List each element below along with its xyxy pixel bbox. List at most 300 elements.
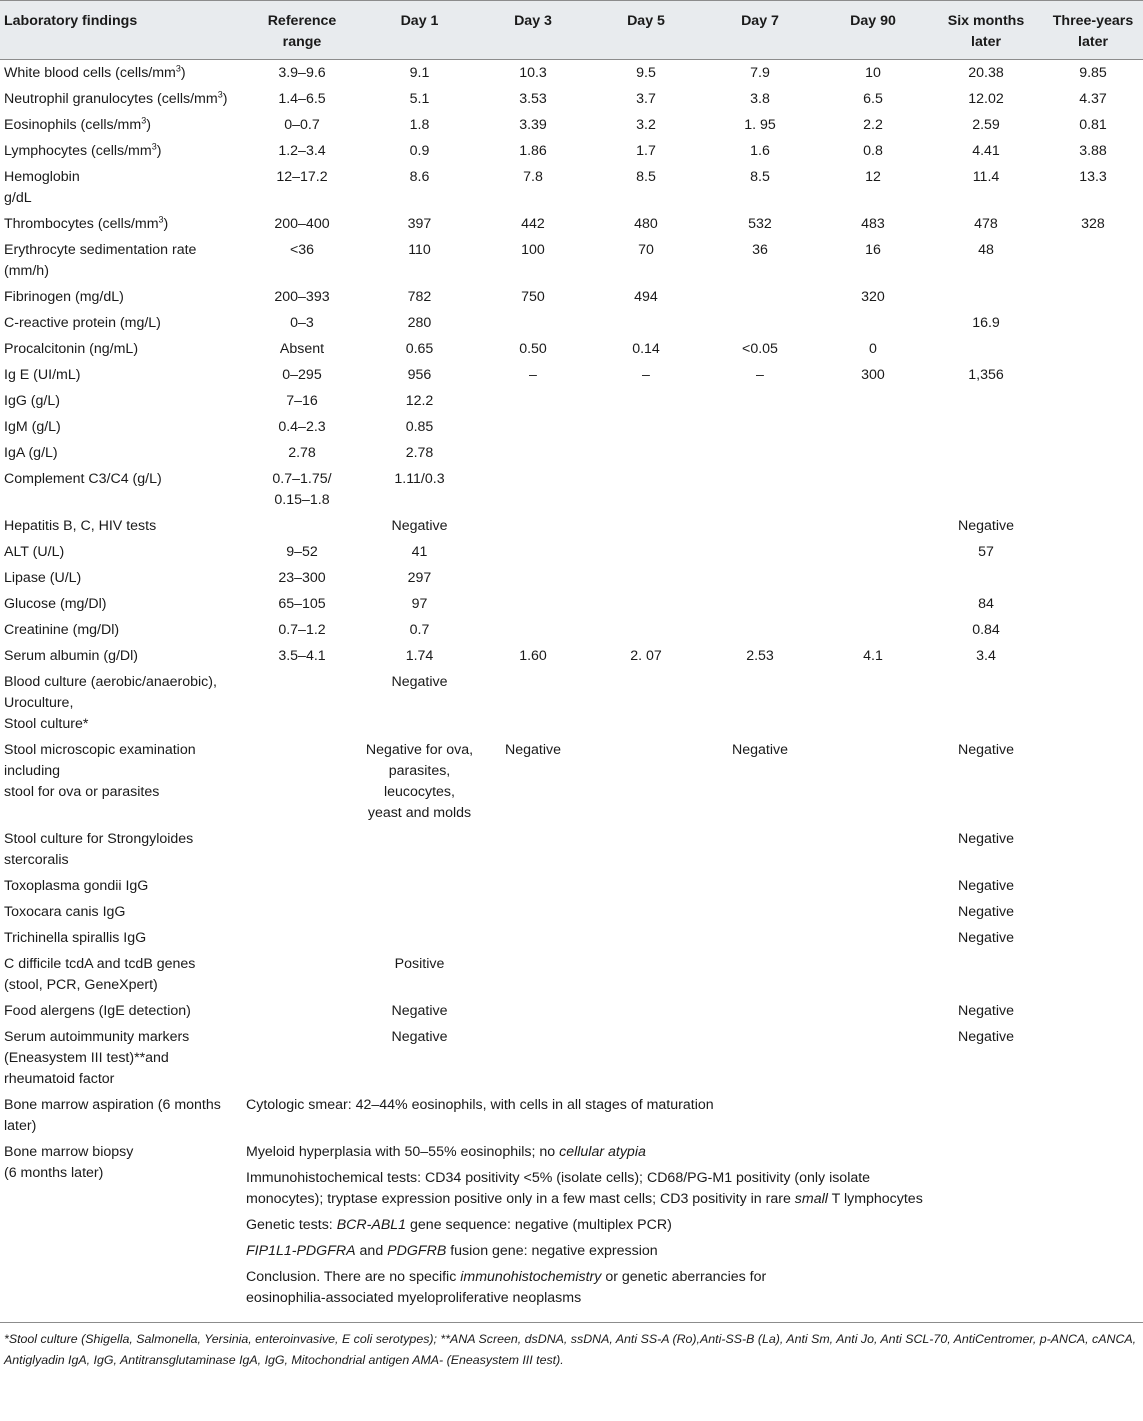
table-footnote: *Stool culture (Shigella, Salmonella, Yersinia, enteroinvasive, E coli serotypes); **ANA Screen, dsDNA, ssDNA, Anti SS-A (Ro),Anti-SS-B (La), Anti Sm, Anti Jo, Anti SCL-70, AntiCentromer, p-ANCA, cANCA, Antiglyadin IgA, IgG, Antitransglutaminase IgA, IgG, Mitochondrial antigen AMA- (Eneasystem III test). (4, 1332, 1137, 1367)
cell-day-5: 2. 07 (630, 648, 662, 664)
cell-reference-range: 12–17.2 (276, 169, 328, 185)
cell-reference-range (242, 669, 362, 737)
cell-day-90 (817, 388, 929, 414)
cell-six-months (929, 565, 1043, 591)
cell-day-1: 5.1 (409, 91, 430, 107)
cell-day-3 (477, 591, 589, 617)
row-label: Stool microscopic examination including stool for ova or parasites (4, 742, 196, 800)
row-label: Eosinophils $(cells/mm^3)$ (4, 115, 151, 133)
cell-day-1: 12.2 (405, 393, 434, 409)
cell-six-months (929, 440, 1043, 466)
cell-day-3: 3.39 (519, 117, 547, 133)
cell-three-years (1043, 737, 1143, 826)
cell-six-months: 1,356 (968, 367, 1004, 383)
table-row (0, 440, 1143, 466)
cell-day-5 (589, 998, 703, 1024)
row-label: Serum albumin (g/Dl) (4, 648, 139, 664)
cell-day-3 (477, 998, 589, 1024)
cell-day-3 (477, 414, 589, 440)
table-row (0, 998, 1143, 1024)
cell-day-90: 0.8 (863, 143, 883, 159)
cell-three-years (1043, 440, 1143, 466)
cell-reference-range: 65–105 (278, 596, 326, 612)
header-day-3: Day 3 (514, 13, 552, 29)
cell-day-5: 9.5 (636, 65, 656, 81)
cell-six-months (929, 669, 1043, 737)
cell-day-1: 0.9 (409, 143, 430, 159)
cell-day-3 (477, 669, 589, 737)
cell-day-90 (817, 998, 929, 1024)
cell-six-months (929, 466, 1043, 513)
cell-day-7 (703, 873, 817, 899)
table-row (0, 826, 1143, 873)
cell-six-months: Negative (958, 831, 1014, 847)
cell-day-7: 7.9 (750, 65, 770, 81)
cell-day-5 (589, 826, 703, 873)
cell-six-months: 0.84 (972, 622, 1000, 638)
cell-day-5: 1.7 (636, 143, 656, 159)
cell-day-1: 297 (407, 570, 432, 586)
cell-day-1: 0.85 (405, 419, 434, 435)
cell-six-months: 84 (978, 596, 994, 612)
table-row (0, 466, 1143, 513)
cell-day-90 (817, 466, 929, 513)
cell-day-3 (477, 951, 589, 998)
table-row (0, 388, 1143, 414)
row-label: Glucose (mg/Dl) (4, 596, 107, 612)
cell-day-3: 750 (521, 289, 545, 305)
cell-day-3 (477, 873, 589, 899)
table-row (0, 899, 1143, 925)
cell-reference-range: 0–3 (290, 315, 314, 331)
row-label: Serum autoimmunity markers (Eneasystem III test)**and rheumatoid factor (4, 1029, 190, 1087)
row-label: Lymphocytes $(cells/mm^3)$ (4, 141, 162, 159)
cell-day-90: 6.5 (863, 91, 883, 107)
table-row (0, 60, 1143, 87)
cell-day-3 (477, 440, 589, 466)
cell-reference-range: 200–400 (274, 216, 330, 232)
cell-day-5: 494 (634, 289, 658, 305)
cell-day-7: 8.5 (750, 169, 770, 185)
row-label: IgG (g/L) (4, 393, 60, 409)
cell-day-5 (589, 591, 703, 617)
cell-day-7 (703, 310, 817, 336)
cell-day-5 (589, 873, 703, 899)
cell-three-years (1043, 951, 1143, 998)
cell-day-3 (477, 310, 589, 336)
cell-six-months: 2.59 (972, 117, 1000, 133)
cell-day-7: <0.05 (742, 341, 778, 357)
cell-six-months (929, 414, 1043, 440)
cell-day-3: 442 (521, 216, 545, 232)
cell-six-months: 16.9 (972, 315, 1000, 331)
cell-three-years (1043, 591, 1143, 617)
cell-three-years (1043, 336, 1143, 362)
table-row (0, 164, 1143, 211)
cell-day-7 (703, 826, 817, 873)
cell-day-5 (589, 899, 703, 925)
table-row (0, 513, 1143, 539)
cell-day-5 (589, 669, 703, 737)
cell-six-months: Negative (958, 930, 1014, 946)
cell-day-90 (817, 737, 929, 826)
cell-day-90 (817, 513, 929, 539)
cell-three-years (1043, 643, 1143, 669)
table-row (0, 284, 1143, 310)
cell-reference-range: 0–295 (282, 367, 322, 383)
row-label: Stool culture for Strongyloides stercoralis (4, 831, 194, 868)
cell-day-90 (817, 591, 929, 617)
cell-three-years (1043, 284, 1143, 310)
row-label: Toxocara canis IgG (4, 904, 126, 920)
cell-three-years (1043, 237, 1143, 284)
cell-reference-range: 23–300 (278, 570, 326, 586)
cell-day-7: 532 (748, 216, 772, 232)
cell-day-7: 2.53 (746, 648, 774, 664)
cell-day-1: Negative (391, 1003, 448, 1019)
cell-day-5: – (642, 367, 650, 383)
cell-day-1 (362, 826, 477, 873)
cell-day-3: Negative (505, 742, 561, 758)
header-day-7: Day 7 (741, 13, 779, 29)
cell-day-5: 480 (634, 216, 658, 232)
row-label: Toxoplasma gondii IgG (4, 878, 149, 894)
cell-day-1: 782 (407, 289, 432, 305)
cell-three-years: 9.85 (1079, 65, 1107, 81)
header-reference-range: Reference range (267, 13, 337, 50)
cell-day-5 (589, 1024, 703, 1092)
cell-reference-range (242, 1024, 362, 1092)
cell-day-1: Negative (391, 518, 448, 534)
cell-six-months: Negative (958, 742, 1014, 758)
cell-six-months: Negative (958, 878, 1014, 894)
cell-day-90 (817, 539, 929, 565)
row-label: Trichinella spirallis IgG (4, 930, 147, 946)
table-header-row (0, 1, 1143, 60)
cell-day-1: 0.7 (409, 622, 430, 638)
row-label: Erythrocyte sedimentation rate (mm/h) (4, 242, 197, 279)
table-row (0, 310, 1143, 336)
cell-day-90: 320 (861, 289, 885, 305)
cell-day-7 (703, 388, 817, 414)
table-row (0, 414, 1143, 440)
cell-three-years (1043, 362, 1143, 388)
row-label: Fibrinogen (mg/dL) (4, 289, 124, 305)
row-label: Lipase (U/L) (4, 570, 82, 586)
table-row (0, 539, 1143, 565)
cell-three-years: 13.3 (1079, 169, 1107, 185)
cell-reference-range (242, 951, 362, 998)
cell-reference-range: 3.5–4.1 (278, 648, 326, 664)
cell-reference-range: 2.78 (288, 445, 316, 461)
cell-day-7: 3.8 (750, 91, 770, 107)
cell-reference-range: <36 (289, 242, 315, 258)
cell-reference-range (242, 513, 362, 539)
cell-day-3: 3.53 (519, 91, 547, 107)
cell-day-90 (817, 565, 929, 591)
cell-day-5 (589, 513, 703, 539)
cell-reference-range (242, 826, 362, 873)
cell-day-1: 110 (408, 242, 431, 258)
cell-day-7 (703, 414, 817, 440)
cell-day-1: 97 (411, 596, 428, 612)
cell-day-7 (703, 539, 817, 565)
cell-six-months: 12.02 (968, 91, 1004, 107)
bone-marrow-section (0, 1092, 1143, 1316)
row-label: Food alergens (IgE detection) (4, 1003, 191, 1019)
table-row (0, 1139, 1143, 1316)
cell-three-years (1043, 925, 1143, 951)
table-row (0, 737, 1143, 826)
cell-day-5 (589, 466, 703, 513)
cell-day-5 (589, 388, 703, 414)
row-label: Creatinine (mg/Dl) (4, 622, 120, 638)
header-day-1: Day 1 (400, 13, 439, 29)
cell-day-90 (817, 440, 929, 466)
cell-day-90 (817, 826, 929, 873)
table-row (0, 362, 1143, 388)
cell-day-7 (703, 513, 817, 539)
cell-six-months: 48 (978, 242, 994, 258)
cell-day-90 (817, 873, 929, 899)
cell-day-5 (589, 925, 703, 951)
table-row (0, 873, 1143, 899)
cell-day-7 (703, 617, 817, 643)
cell-day-7 (703, 1024, 817, 1092)
cell-day-1 (362, 899, 477, 925)
row-label: Ig E (UI/mL) (4, 367, 81, 383)
row-label: C difficile tcdA and tcdB genes (stool, PCR, GeneXpert) (4, 956, 196, 993)
cell-three-years: 0.81 (1079, 117, 1107, 133)
cell-day-90: 2.2 (863, 117, 883, 133)
cell-day-1: 1.74 (405, 648, 434, 664)
cell-reference-range: 0.4–2.3 (278, 419, 326, 435)
table-row (0, 336, 1143, 362)
cell-day-3 (477, 826, 589, 873)
cell-three-years (1043, 310, 1143, 336)
cell-day-90: 10 (865, 65, 881, 81)
cell-day-7: 1.6 (750, 143, 770, 159)
cell-three-years (1043, 513, 1143, 539)
cell-six-months: 57 (978, 544, 994, 560)
cell-day-3: 1.60 (519, 648, 547, 664)
cell-day-5: 3.2 (636, 117, 656, 133)
cell-day-90: 0 (869, 341, 877, 357)
cell-day-3 (477, 513, 589, 539)
cell-day-1: 280 (407, 315, 432, 331)
cell-day-1: 8.6 (409, 169, 430, 185)
cell-day-5 (589, 310, 703, 336)
cell-day-3: 1.86 (519, 143, 547, 159)
cell-three-years (1043, 388, 1143, 414)
cell-day-5: 0.14 (632, 341, 660, 357)
cell-day-1: 1.8 (409, 117, 430, 133)
table-row (0, 86, 1143, 112)
cell-day-3 (477, 1024, 589, 1092)
cell-day-1 (362, 925, 477, 951)
cell-reference-range (242, 925, 362, 951)
cell-three-years (1043, 565, 1143, 591)
table-row (0, 925, 1143, 951)
cell-six-months (929, 388, 1043, 414)
cell-three-years (1043, 414, 1143, 440)
cell-reference-range (242, 899, 362, 925)
cell-six-months (929, 951, 1043, 998)
cell-three-years: 4.37 (1079, 91, 1107, 107)
cell-day-7 (703, 591, 817, 617)
cell-reference-range: 0–0.7 (284, 117, 320, 133)
header-day-90: Day 90 (850, 13, 896, 29)
cell-reference-range: 0.7–1.2 (278, 622, 326, 638)
table-row (0, 1092, 1143, 1139)
table-body (0, 60, 1143, 1093)
cell-day-1: 1.11/0.3 (394, 471, 445, 487)
cell-day-5 (589, 414, 703, 440)
cell-day-3 (477, 565, 589, 591)
header-six-months: Six months later (947, 13, 1025, 50)
cell-six-months (929, 336, 1043, 362)
cell-three-years (1043, 617, 1143, 643)
cell-day-7 (703, 899, 817, 925)
cell-day-7 (703, 284, 817, 310)
cell-six-months: 4.41 (972, 143, 1000, 159)
cell-day-7: 1. 95 (744, 117, 776, 133)
cell-six-months: Negative (958, 518, 1014, 534)
cell-day-1: Negative (391, 674, 448, 690)
cell-reference-range (242, 998, 362, 1024)
cell-three-years: 328 (1081, 216, 1105, 232)
cell-day-1: Positive (394, 956, 445, 972)
cell-reference-range: Absent (279, 341, 325, 357)
row-label: IgA (g/L) (4, 445, 58, 461)
cell-day-1: 41 (411, 544, 428, 560)
bone-marrow-aspiration-text: Cytologic smear: 42–44% eosinophils, with cells in all stages of maturation (246, 1097, 714, 1113)
row-label: Hemoglobin g/dL (4, 169, 80, 206)
cell-reference-range: 0.7–1.75/ 0.15–1.8 (272, 471, 332, 508)
cell-day-1: 397 (407, 216, 432, 232)
row-label: Bone marrow biopsy (6 months later) (4, 1144, 134, 1181)
cell-day-7 (703, 925, 817, 951)
cell-reference-range: 3.9–9.6 (278, 65, 326, 81)
cell-day-3: – (529, 367, 537, 383)
row-label: Bone marrow aspiration (6 months later) (4, 1097, 221, 1134)
cell-day-7: – (756, 367, 764, 383)
cell-day-5: 3.7 (636, 91, 656, 107)
row-label: Thrombocytes $(cells/mm^3)$ (4, 214, 169, 232)
cell-six-months: 3.4 (976, 648, 996, 664)
cell-day-3: 100 (521, 242, 545, 258)
cell-day-90 (817, 951, 929, 998)
cell-day-3: 10.3 (519, 65, 547, 81)
cell-day-5 (589, 617, 703, 643)
row-label: Blood culture (aerobic/anaerobic), Uroculture, Stool culture* (4, 674, 217, 732)
cell-three-years (1043, 998, 1143, 1024)
row-label: Neutrophil granulocytes $(cells/mm^3)$ (4, 89, 228, 107)
cell-day-90: 483 (861, 216, 885, 232)
header-day-5: Day 5 (627, 13, 665, 29)
cell-day-3 (477, 539, 589, 565)
cell-three-years (1043, 669, 1143, 737)
cell-day-7: Negative (732, 742, 788, 758)
cell-day-3 (477, 617, 589, 643)
row-label: IgM (g/L) (4, 419, 61, 435)
row-label: C-reactive protein (mg/L) (4, 315, 161, 331)
cell-day-5 (589, 565, 703, 591)
cell-day-7 (703, 565, 817, 591)
cell-three-years (1043, 1024, 1143, 1092)
cell-reference-range: 200–393 (274, 289, 330, 305)
cell-day-7 (703, 669, 817, 737)
table-row (0, 1024, 1143, 1092)
cell-three-years (1043, 826, 1143, 873)
row-label: Complement C3/C4 (g/L) (4, 471, 162, 487)
table-row (0, 617, 1143, 643)
cell-day-90 (817, 414, 929, 440)
row-label: Procalcitonin (ng/mL) (4, 341, 139, 357)
cell-day-7: 36 (752, 242, 768, 258)
cell-reference-range: 9–52 (286, 544, 318, 560)
cell-day-90 (817, 617, 929, 643)
cell-day-5 (589, 737, 703, 826)
cell-day-1: 9.1 (409, 65, 430, 81)
table-row (0, 237, 1143, 284)
cell-day-3 (477, 925, 589, 951)
cell-day-90: 16 (865, 242, 881, 258)
cell-day-3 (477, 388, 589, 414)
cell-day-7 (703, 951, 817, 998)
cell-day-90 (817, 310, 929, 336)
table-row (0, 138, 1143, 164)
cell-day-90 (817, 899, 929, 925)
cell-day-90: 300 (861, 367, 885, 383)
cell-day-90: 4.1 (863, 648, 883, 664)
cell-day-90 (817, 925, 929, 951)
cell-six-months (929, 284, 1043, 310)
cell-day-7 (703, 466, 817, 513)
cell-reference-range: 1.4–6.5 (278, 91, 326, 107)
cell-day-7 (703, 998, 817, 1024)
header-three-years: Three-years later (1052, 13, 1134, 50)
cell-day-7 (703, 440, 817, 466)
cell-day-1: 0.65 (405, 341, 434, 357)
cell-three-years (1043, 873, 1143, 899)
cell-six-months: 11.4 (972, 169, 1000, 185)
table-row (0, 591, 1143, 617)
cell-reference-range: 7–16 (286, 393, 318, 409)
table-row (0, 565, 1143, 591)
cell-day-3 (477, 466, 589, 513)
cell-reference-range (242, 737, 362, 826)
table-row (0, 211, 1143, 237)
header-laboratory-findings: Laboratory findings (4, 13, 138, 29)
cell-reference-range: 1.2–3.4 (278, 143, 326, 159)
row-label: ALT (U/L) (4, 544, 65, 560)
cell-day-5: 70 (638, 242, 654, 258)
cell-six-months: Negative (958, 904, 1014, 920)
cell-day-1: Negative for ova, parasites, leucocytes, yeast and molds (365, 742, 474, 821)
table-row (0, 112, 1143, 138)
cell-three-years (1043, 539, 1143, 565)
cell-day-1: 956 (407, 367, 432, 383)
cell-day-90 (817, 1024, 929, 1092)
cell-day-1: Negative (391, 1029, 448, 1045)
cell-day-3 (477, 899, 589, 925)
table-row (0, 669, 1143, 737)
cell-six-months: 478 (974, 216, 998, 232)
cell-three-years (1043, 466, 1143, 513)
row-label: White blood cells $(cells/mm^3)$ (4, 63, 186, 81)
cell-day-1 (362, 873, 477, 899)
